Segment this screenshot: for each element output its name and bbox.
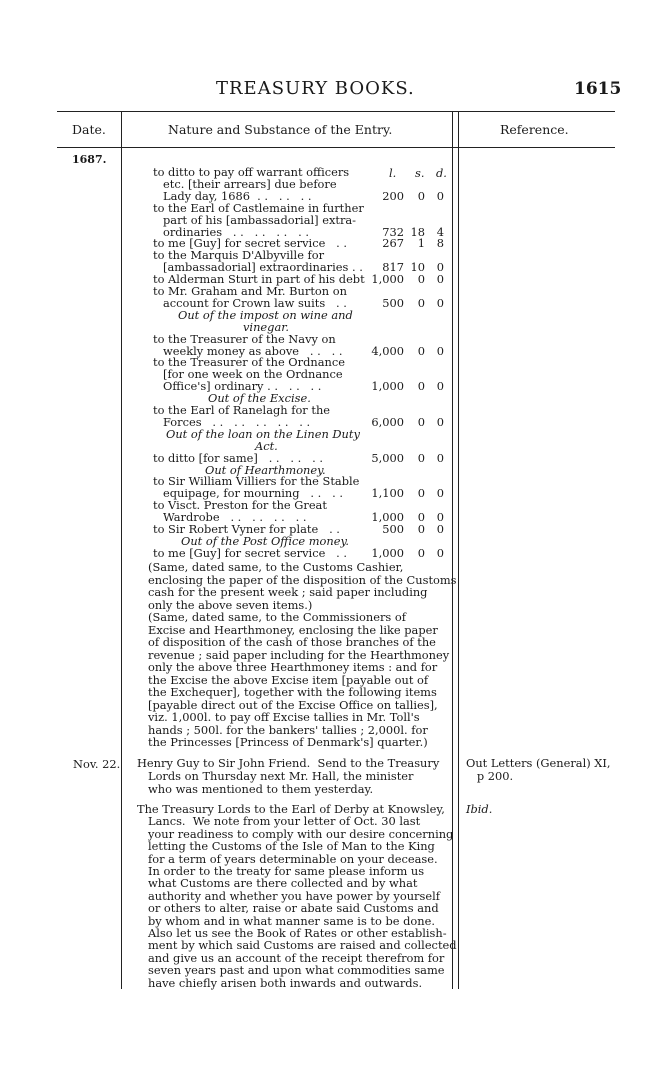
account-line: Out of the Excise. [208,391,311,406]
note-line: hands ; 500l. for the bankers' tallies ; 2,000l. for [148,722,428,737]
entry-derby-line: have chiefly arisen both inwards and outwards. [148,975,423,990]
account-line: equipage, for mourning . . . . [163,486,344,501]
amount-pence: 0 [436,379,444,394]
account-line: to the Earl of Ranelagh for the [153,403,331,417]
amount-pounds: 1,000 [371,379,404,394]
column-header-reference: Reference. [500,122,569,137]
account-line: to me [Guy] for secret service . . [153,545,348,560]
account-line: to the Treasurer of the Ordnance [153,355,345,370]
amount-shillings: 0 [417,343,425,358]
amount-shillings: 10 [410,260,425,275]
amount-shillings: 0 [417,188,425,203]
amount-shillings: 18 [410,224,425,239]
entry-date-nov22: Nov. 22. [73,757,121,771]
account-line: Office's] ordinary . . . . . . [163,379,322,394]
note-line: enclosing the paper of the disposition of the Customs [148,572,457,587]
account-line: [for one week on the Ordnance [163,367,343,382]
account-line: to Alderman Sturt in part of his debt [153,272,365,287]
amount-pence: 0 [436,414,444,429]
entry-derby-line: ment by which said Customs are raised and collected [148,938,457,953]
amount-pounds: 732 [382,224,404,239]
amount-pence: 0 [436,545,444,560]
amount-shillings: 0 [417,450,425,465]
amount-pence: 0 [436,260,444,275]
account-line: to me [Guy] for secret service . . [153,236,348,251]
amount-pounds: 1,000 [371,510,404,525]
entry-derby-line: seven years past and upon what commodities same [148,963,445,978]
header-bottom-rule [57,147,615,148]
account-line: part of his [ambassadorial] extra- [163,212,357,227]
reference-column-rule-right [458,111,459,989]
amount-pence: 8 [436,236,444,251]
note-line: [payable direct out of the Excise Office on tallies], [148,697,438,712]
amount-pounds: 817 [382,260,404,275]
note-line: (Same, dated same, to the Customs Cashier, [148,560,404,574]
note-line: only the above seven items.) [148,597,313,612]
account-line: weekly money as above . . . . [163,343,343,358]
note-line: revenue ; said paper including for the Hearthmoney [148,647,450,662]
unit-pence: d. [436,166,447,180]
amount-pounds: 4,000 [371,343,404,358]
reference-derby: Ibid. [466,802,493,816]
amount-pounds: 1,000 [371,272,404,287]
amount-pounds: 1,100 [371,486,404,501]
running-title: TREASURY BOOKS. [216,78,415,99]
entry-derby-line: what Customs are there collected and by what [148,876,418,891]
amount-pence: 0 [436,510,444,525]
entry-derby-line: letting the Customs of the Isle of Man to the King [148,839,435,854]
account-line: Lady day, 1686 . . . . . . [163,188,312,203]
account-line: account for Crown law suits . . [163,295,347,310]
amount-pounds: 6,000 [371,414,404,429]
account-line: Forces . . . . . . . . . . [163,414,311,429]
amount-pence: 0 [436,272,444,287]
amount-shillings: 0 [417,522,425,536]
account-line: to ditto [for same] . . . . . . [153,450,324,465]
note-line: Excise and Hearthmoney, enclosing the like paper [148,622,438,637]
amount-shillings: 1 [417,236,425,251]
amount-shillings: 0 [417,414,425,429]
entry-derby-line: The Treasury Lords to the Earl of Derby at Knowsley, [137,802,445,816]
note-line: cash for the present week ; said paper including [148,585,428,599]
account-line: to the Earl of Castlemaine in further [153,200,364,215]
column-header-date: Date. [72,122,106,137]
amount-shillings: 0 [417,510,425,525]
amount-shillings: 0 [417,272,425,287]
account-line: Out of the Post Office money. [181,533,350,548]
entry-derby-line: your readiness to comply with our desire concerning [148,826,454,841]
account-line: vinegar. [243,319,290,334]
amount-pence: 0 [436,450,444,465]
amount-pence: 4 [436,224,444,239]
amount-shillings: 0 [417,295,425,310]
account-line: to Mr. Graham and Mr. Burton on [153,284,347,298]
unit-pounds: l. [389,166,397,180]
entry-derby-line: Lancs. We note from your letter of Oct. 30 last [148,814,421,829]
account-line: etc. [their arrears] due before [163,176,337,191]
amount-pence: 0 [436,295,444,310]
amount-pence: 0 [436,522,444,536]
amount-pence: 0 [436,343,444,358]
reference-nov22: Out Letters (General) XI, p 200. [466,756,611,783]
amount-pounds: 200 [382,188,404,203]
note-line: only the above three Hearthmoney items : and for [148,660,438,674]
entry-derby-line: Also let us see the Book of Rates or other establish- [148,926,447,940]
account-line: Out of Hearthmoney. [205,462,326,477]
account-line: to the Marquis D'Albyville for [153,248,325,263]
entry-derby-line: In order to the treaty for same please inform us [148,864,425,878]
amount-pounds: 500 [382,295,404,310]
account-line: Out of the loan on the Linen Duty [166,426,360,441]
note-line: (Same, dated same, to the Commissioners of [148,610,406,624]
amount-pounds: 1,000 [371,545,404,560]
amount-pounds: 500 [382,522,404,536]
account-line: to Sir Robert Vyner for plate . . [153,522,340,536]
date-column-rule [121,111,122,989]
note-line: the Excise the above Excise item [payable out of [148,672,429,687]
note-line: of disposition of the cash of those branches of the [148,635,436,649]
amount-shillings: 0 [417,379,425,394]
column-header-entry: Nature and Substance of the Entry. [168,122,393,137]
header-top-rule [57,111,615,112]
note-line: the Princesses [Princess of Denmark's] quarter.) [148,735,428,749]
entry-nov22-line: Lords on Thursday next Mr. Hall, the minister [148,768,414,783]
amount-pence: 0 [436,486,444,501]
entry-nov22-line: Henry Guy to Sir John Friend. Send to the Treasury [137,756,440,770]
entry-derby-line: by whom and in what manner same is to be done. [148,913,435,928]
entry-derby-line: for a term of years determinable on your decease. [148,851,438,866]
note-line: the Exchequer], together with the following items [148,685,437,699]
note-line: viz. 1,000l. to pay off Excise tallies in Mr. Toll's [148,710,420,724]
account-line: [ambassadorial] extraordinaries . . [163,260,363,275]
unit-shillings: s. [415,166,425,180]
amount-pence: 0 [436,188,444,203]
entry-derby-line: and give us an account of the receipt therefrom for [148,950,445,965]
amount-shillings: 0 [417,545,425,560]
amount-pounds: 5,000 [371,450,404,465]
page-header [0,78,672,104]
year-label: 1687. [72,153,107,166]
amount-pounds: 267 [382,236,404,251]
page-number: 1615 [574,79,622,99]
account-line: to Visct. Preston for the Great [153,498,327,513]
reference-column-rule-left [452,111,453,989]
account-line: Out of the impost on wine and [178,307,353,322]
entry-derby-line: or others to alter, raise or abate said Customs and [148,901,439,916]
account-line: Act. [255,438,278,453]
account-line: Wardrobe . . . . . . . . [163,510,307,525]
account-line: to the Treasurer of the Navy on [153,331,336,346]
entry-nov22-line: who was mentioned to them yesterday. [148,781,374,796]
entry-derby-line: authority and whether you have power by yourself [148,888,440,903]
account-line: to Sir William Villiers for the Stable [153,474,360,489]
account-line: ordinaries . . . . . . . . [163,224,309,239]
amount-shillings: 0 [417,486,425,501]
account-line: to ditto to pay off warrant officers [153,165,350,179]
